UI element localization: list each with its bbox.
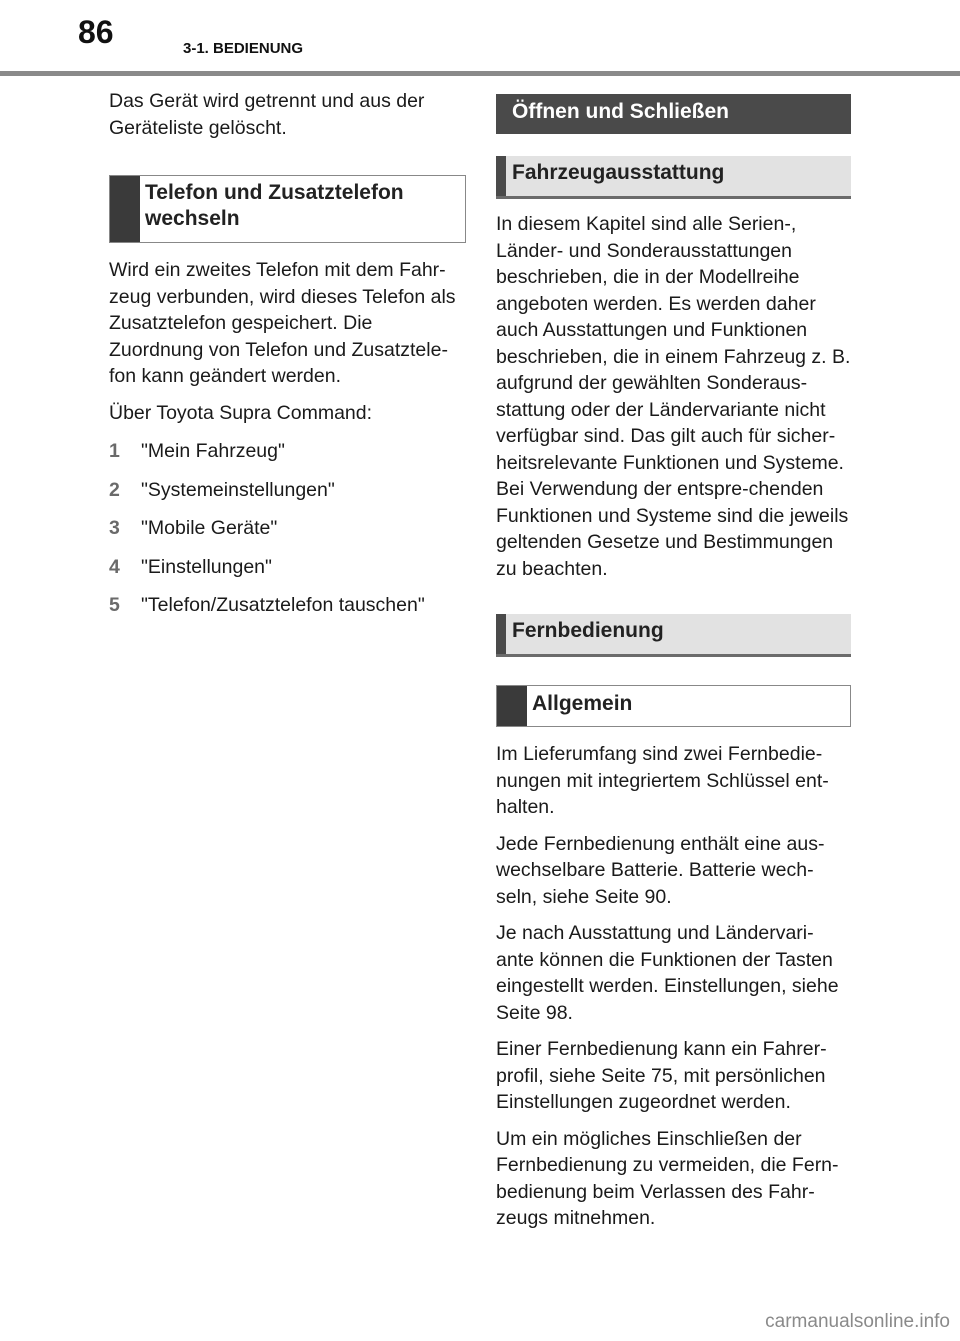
step-number: 3 [109,517,120,539]
step-text: "Mobile Geräte" [141,517,278,539]
command-lead: Über Toyota Supra Command: [109,401,373,424]
fernbedienung-paragraph: Einer Fernbedienung kann ein Fahrer-profil, siehe Seite 75, mit persönlichen Einstellungen zugeordnet werden. [496,1038,827,1113]
heading-box-allgemein [496,685,851,727]
step-item [109,554,466,580]
left-column [109,88,466,631]
page-number: 86 [78,14,114,50]
intro-paragraph: Das Gerät wird getrennt und aus der Geräteliste gelöscht. [109,90,425,139]
step-number: 4 [109,555,120,578]
step-text: "Mein Fahrzeug" [141,440,285,462]
subsection-band-fahrzeugausstattung [496,156,851,199]
heading-marker [110,176,140,242]
step-text: "Einstellungen" [141,555,272,578]
telefon-paragraph: Wird ein zweites Telefon mit dem Fahr-zeug verbunden, wird dieses Telefon als Zusatztelefon gespeichert. Die Zuordnung von Telefon und Zusatztele-fon kann geändert werden. [109,259,456,387]
heading-telefon: Telefon und Zusatztelefon wechseln [145,181,404,230]
header-divider [0,71,960,76]
section-band-oeffnen: Öffnen und Schließen [496,94,851,134]
heading-allgemein: Allgemein [532,692,633,715]
fernbedienung-paragraph: Je nach Ausstattung und Ländervari-ante können die Funktionen der Tasten eingestellt werden. Einstellungen, siehe Seite 98. [496,922,839,1024]
fernbedienung-paragraph: Um ein mögliches Einschließen der Fernbedienung zu vermeiden, die Fern-bedienung beim Verlassen des Fahr-zeugs mitnehmen. [496,1127,839,1229]
fernbedienung-paragraph: Jede Fernbedienung enthält eine aus-wechselbare Batterie. Batterie wech-seln, siehe Seite 90. [496,832,825,908]
watermark-link[interactable]: carmanualsonline.info [765,1311,950,1332]
step-number: 1 [109,440,120,462]
heading-marker [497,686,527,726]
fahrzeugausstattung-paragraph: In diesem Kapitel sind alle Serien-, Länder- und Sonderausstattungen beschrieben, die in der Modellreihe angeboten werden. Es werden daher auch Ausstattungen und Funktionen beschrieben, die in einem Fahrzeug z. B. aufgrund der gewählten Sonderaus-stattung oder der Ländervariante nicht verfügbar sind. Das gilt auch für sicher-heitsrelevante Funktionen und Systeme. Bei Verwendung der entspre-chenden Funktionen und Systeme sind die jeweils geltenden Gesetze und Bestimmungen zu beachten. [496,213,851,580]
step-item [109,592,466,618]
right-column [496,94,851,1242]
fernbedienung-paragraph: Im Lieferumfang sind zwei Fernbedie-nungen mit integriertem Schlüssel ent-halten. [496,743,829,818]
subsection-band-fernbedienung [496,614,851,657]
step-number: 2 [109,478,120,501]
step-item [109,477,466,503]
step-list [109,438,466,618]
band-marker [496,614,506,654]
step-number: 5 [109,594,120,616]
step-item [109,515,466,541]
heading-box-telefon [109,175,466,243]
band-marker [496,156,506,196]
step-item [109,438,466,464]
section-title: 3-1. BEDIENUNG [183,40,304,57]
step-text: "Telefon/Zusatztelefon tauschen" [141,594,425,616]
band-title: Fahrzeugausstattung [512,161,725,184]
band-title: Fernbedienung [512,619,664,642]
step-text: "Systemeinstellungen" [141,478,335,501]
